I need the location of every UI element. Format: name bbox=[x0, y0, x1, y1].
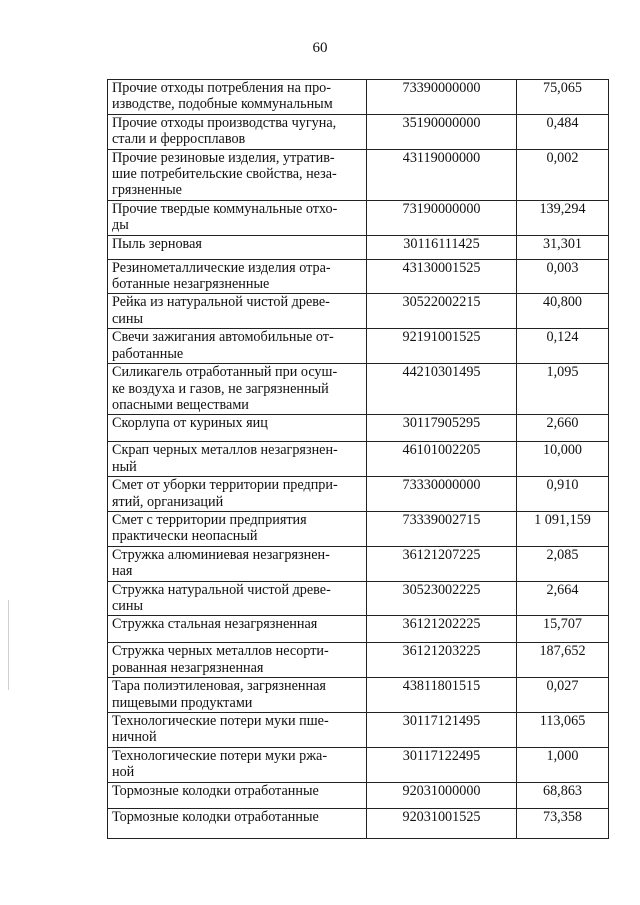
waste-code-cell: 92031000000 bbox=[367, 782, 517, 808]
waste-code-cell: 73390000000 bbox=[367, 80, 517, 115]
waste-name-cell: Прочие отходы потребления на про- изводстве, подобные коммунальным bbox=[108, 80, 367, 115]
waste-amount-cell: 139,294 bbox=[517, 200, 609, 235]
waste-name-cell: Тара полиэтиленовая, загрязненная пищевыми продуктами bbox=[108, 678, 367, 713]
waste-name-cell: Тормозные колодки отработанные bbox=[108, 808, 367, 838]
waste-name-cell: Прочие отходы производства чугуна, стали и ферросплавов bbox=[108, 114, 367, 149]
waste-name-cell: Смет от уборки территории предпри- ятий, организаций bbox=[108, 477, 367, 512]
waste-name-cell: Скорлупа от куриных яиц bbox=[108, 415, 367, 442]
waste-amount-cell: 0,003 bbox=[517, 259, 609, 294]
waste-name-cell: Скрап черных металлов незагрязнен- ный bbox=[108, 442, 367, 477]
waste-name-cell: Пыль зерновая bbox=[108, 235, 367, 259]
waste-code-cell: 30522002215 bbox=[367, 294, 517, 329]
waste-amount-cell: 1,000 bbox=[517, 747, 609, 782]
table-row bbox=[108, 235, 609, 259]
table-row bbox=[108, 329, 609, 364]
waste-name-cell: Силикагель отработанный при осуш- ке воздуха и газов, не загрязненный опасными веществами bbox=[108, 364, 367, 415]
waste-amount-cell: 0,484 bbox=[517, 114, 609, 149]
waste-code-cell: 30117121495 bbox=[367, 713, 517, 748]
waste-code-cell: 36121203225 bbox=[367, 643, 517, 678]
waste-name-cell: Стружка алюминиевая незагрязнен- ная bbox=[108, 546, 367, 581]
waste-name-cell: Стружка натуральной чистой древе- сины bbox=[108, 581, 367, 616]
waste-code-cell: 43119000000 bbox=[367, 149, 517, 200]
waste-name-cell: Прочие твердые коммунальные отхо- ды bbox=[108, 200, 367, 235]
waste-amount-cell: 2,664 bbox=[517, 581, 609, 616]
waste-code-cell: 73339002715 bbox=[367, 511, 517, 546]
table-row bbox=[108, 643, 609, 678]
table-row bbox=[108, 747, 609, 782]
table-row bbox=[108, 546, 609, 581]
waste-amount-cell: 113,065 bbox=[517, 713, 609, 748]
waste-code-cell: 73330000000 bbox=[367, 477, 517, 512]
waste-amount-cell: 1 091,159 bbox=[517, 511, 609, 546]
waste-amount-cell: 73,358 bbox=[517, 808, 609, 838]
waste-code-cell: 30116111425 bbox=[367, 235, 517, 259]
waste-amount-cell: 2,085 bbox=[517, 546, 609, 581]
waste-code-cell: 43811801515 bbox=[367, 678, 517, 713]
table-row bbox=[108, 808, 609, 838]
table-row bbox=[108, 364, 609, 415]
waste-amount-cell: 40,800 bbox=[517, 294, 609, 329]
waste-code-cell: 73190000000 bbox=[367, 200, 517, 235]
waste-name-cell: Резинометаллические изделия отра- ботанные незагрязненные bbox=[108, 259, 367, 294]
waste-amount-cell: 31,301 bbox=[517, 235, 609, 259]
scan-edge-mark bbox=[8, 600, 9, 690]
table-row bbox=[108, 616, 609, 643]
waste-amount-cell: 0,124 bbox=[517, 329, 609, 364]
waste-amount-cell: 10,000 bbox=[517, 442, 609, 477]
waste-code-cell: 92031001525 bbox=[367, 808, 517, 838]
waste-code-cell: 35190000000 bbox=[367, 114, 517, 149]
waste-table-body bbox=[108, 80, 609, 839]
waste-code-cell: 36121207225 bbox=[367, 546, 517, 581]
table-row bbox=[108, 442, 609, 477]
table-row bbox=[108, 581, 609, 616]
table-row bbox=[108, 259, 609, 294]
waste-name-cell: Стружка стальная незагрязненная bbox=[108, 616, 367, 643]
waste-amount-cell: 1,095 bbox=[517, 364, 609, 415]
waste-amount-cell: 2,660 bbox=[517, 415, 609, 442]
table-row bbox=[108, 149, 609, 200]
waste-code-cell: 92191001525 bbox=[367, 329, 517, 364]
page-number: 60 bbox=[312, 40, 328, 56]
waste-code-cell: 30117122495 bbox=[367, 747, 517, 782]
table-row bbox=[108, 200, 609, 235]
waste-amount-cell: 0,002 bbox=[517, 149, 609, 200]
table-row bbox=[108, 80, 609, 115]
waste-code-cell: 43130001525 bbox=[367, 259, 517, 294]
waste-code-cell: 30117905295 bbox=[367, 415, 517, 442]
waste-amount-cell: 0,910 bbox=[517, 477, 609, 512]
table-row bbox=[108, 511, 609, 546]
table-row bbox=[108, 415, 609, 442]
table-row bbox=[108, 114, 609, 149]
waste-name-cell: Смет с территории предприятия практически неопасный bbox=[108, 511, 367, 546]
waste-code-cell: 44210301495 bbox=[367, 364, 517, 415]
waste-code-cell: 46101002205 bbox=[367, 442, 517, 477]
table-row bbox=[108, 713, 609, 748]
waste-name-cell: Свечи зажигания автомобильные от- работанные bbox=[108, 329, 367, 364]
waste-amount-cell: 15,707 bbox=[517, 616, 609, 643]
waste-code-cell: 30523002225 bbox=[367, 581, 517, 616]
waste-table bbox=[107, 79, 609, 839]
waste-code-cell: 36121202225 bbox=[367, 616, 517, 643]
waste-amount-cell: 75,065 bbox=[517, 80, 609, 115]
waste-name-cell: Прочие резиновые изделия, утратив- шие потребительские свойства, неза- грязненные bbox=[108, 149, 367, 200]
waste-amount-cell: 187,652 bbox=[517, 643, 609, 678]
waste-name-cell: Технологические потери муки ржа- ной bbox=[108, 747, 367, 782]
table-row bbox=[108, 678, 609, 713]
waste-name-cell: Стружка черных металлов несорти- рованная незагрязненная bbox=[108, 643, 367, 678]
waste-name-cell: Тормозные колодки отработанные bbox=[108, 782, 367, 808]
waste-amount-cell: 0,027 bbox=[517, 678, 609, 713]
waste-name-cell: Технологические потери муки пше- ничной bbox=[108, 713, 367, 748]
table-row bbox=[108, 477, 609, 512]
waste-amount-cell: 68,863 bbox=[517, 782, 609, 808]
waste-name-cell: Рейка из натуральной чистой древе- сины bbox=[108, 294, 367, 329]
table-row bbox=[108, 782, 609, 808]
table-row bbox=[108, 294, 609, 329]
